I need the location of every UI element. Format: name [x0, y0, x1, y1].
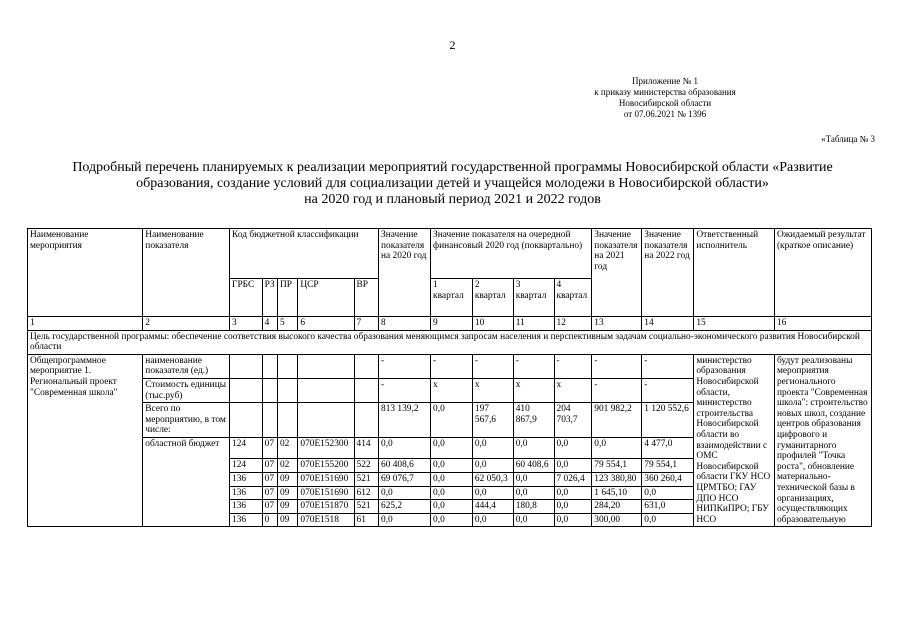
value-2020-cell: 625,2: [379, 500, 431, 514]
q3-cell: 410 867,9: [513, 403, 554, 438]
q1-cell: 0,0: [431, 459, 473, 473]
value-2021-cell: 901 982,2: [592, 403, 642, 438]
q2-cell: 444,4: [472, 500, 513, 514]
column-number: 8: [379, 317, 431, 331]
responsible-executor: министерство образования Новосибирской области, министерство строительства Новосибирской области во взаимодействии с ОМС Новосибирской области ГКУ НСО ЦРМТБО; ГАУ ДПО НСО НИПКиПРО; ГБУ НСО: [694, 354, 775, 527]
column-number: 9: [431, 317, 473, 331]
q4-cell: 7 026,4: [554, 472, 592, 486]
q2-cell: 0,0: [472, 459, 513, 473]
header-budget-code: Код бюджетной классификации: [230, 229, 379, 279]
column-number: 4: [262, 317, 277, 331]
document-title: [20, 160, 885, 208]
q3-cell: 0,0: [513, 437, 554, 458]
goal-row: [28, 330, 872, 354]
column-number: 12: [554, 317, 592, 331]
pr-cell: [277, 403, 297, 438]
header-q3: 3 квартал: [513, 279, 554, 317]
q4-cell: 0,0: [554, 513, 592, 527]
value-2021-cell: 1 645,10: [592, 486, 642, 500]
pr-cell: 09: [277, 513, 297, 527]
rz-cell: 07: [262, 472, 277, 486]
value-2022-cell: -: [642, 378, 694, 402]
grbs-cell: 124: [230, 437, 263, 458]
table-row: [28, 354, 872, 378]
q1-cell: -: [431, 354, 473, 378]
q1-cell: 0,0: [431, 472, 473, 486]
value-2021-cell: 284,20: [592, 500, 642, 514]
grbs-cell: [230, 403, 263, 438]
q2-cell: 62 050,3: [472, 472, 513, 486]
column-number: 14: [642, 317, 694, 331]
column-number: 10: [472, 317, 513, 331]
header-quarterly: Значение показателя на очередной финансовый 2020 год (поквартально): [431, 229, 592, 279]
indicator-cell: Стоимость единицы (тыс.руб): [143, 378, 230, 402]
program-goal: Цель государственной программы: обеспечение соответствия высокого качества образования меняющимся запросам населения и перспективным задачам социально-экономического развития Новосибирской области: [28, 330, 872, 354]
value-2021-cell: 300,00: [592, 513, 642, 527]
value-2022-cell: 0,0: [642, 513, 694, 527]
value-2020-cell: 813 139,2: [379, 403, 431, 438]
vr-cell: 521: [354, 500, 379, 514]
header-grbs: ГРБС: [230, 279, 263, 317]
title-line: на 2020 год и плановый период 2021 и 2022 годов: [304, 192, 601, 207]
indicator-cell: наименование показателя (ед.): [143, 354, 230, 378]
pr-cell: [277, 378, 297, 402]
q3-cell: 180,8: [513, 500, 554, 514]
vr-cell: [354, 403, 379, 438]
csr-cell: [298, 354, 354, 378]
q3-cell: 0,0: [513, 513, 554, 527]
q1-cell: 0,0: [431, 500, 473, 514]
grbs-cell: 136: [230, 500, 263, 514]
value-2022-cell: 1 120 552,6: [642, 403, 694, 438]
csr-cell: [298, 403, 354, 438]
header-indicator-name: Наименование показателя: [143, 229, 230, 317]
page-number: 2: [449, 38, 456, 52]
column-number: 5: [277, 317, 297, 331]
column-number: 7: [354, 317, 379, 331]
q1-cell: 0,0: [431, 403, 473, 438]
vr-cell: [354, 378, 379, 402]
q2-cell: 0,0: [472, 437, 513, 458]
q2-cell: 0,0: [472, 486, 513, 500]
pr-cell: 02: [277, 437, 297, 458]
value-2022-cell: 4 477,0: [642, 437, 694, 458]
rz-cell: [262, 403, 277, 438]
header-responsible: Ответственный исполнитель: [694, 229, 775, 317]
vr-cell: 414: [354, 437, 379, 458]
column-number: 13: [592, 317, 642, 331]
csr-cell: [298, 378, 354, 402]
header-q1: 1 квартал: [431, 279, 473, 317]
rz-cell: 0: [262, 513, 277, 527]
csr-cell: 070E155200: [298, 459, 354, 473]
q4-cell: 0,0: [554, 459, 592, 473]
value-2022-cell: 360 260,4: [642, 472, 694, 486]
q2-cell: -: [472, 354, 513, 378]
appendix-line: Приложение № 1: [632, 76, 698, 86]
q1-cell: 0,0: [431, 486, 473, 500]
column-number: 6: [298, 317, 354, 331]
value-2021-cell: 0,0: [592, 437, 642, 458]
value-2020-cell: -: [379, 354, 431, 378]
q4-cell: 0,0: [554, 500, 592, 514]
pr-cell: 09: [277, 500, 297, 514]
title-line: образования, создание условий для социализации детей и учащейся молодежи в Новосибирской области»: [136, 176, 769, 191]
q3-cell: 60 408,6: [513, 459, 554, 473]
header-q4: 4 квартал: [554, 279, 592, 317]
rz-cell: [262, 354, 277, 378]
grbs-cell: [230, 378, 263, 402]
value-2021-cell: 123 380,80: [592, 472, 642, 486]
q4-cell: x: [554, 378, 592, 402]
value-2020-cell: 69 076,7: [379, 472, 431, 486]
rz-cell: 07: [262, 459, 277, 473]
column-number: 3: [230, 317, 263, 331]
value-2020-cell: 60 408,6: [379, 459, 431, 473]
rz-cell: [262, 378, 277, 402]
header-pr: ПР: [277, 279, 297, 317]
header-value-2020: Значение показателя на 2020 год: [379, 229, 431, 317]
grbs-cell: 136: [230, 513, 263, 527]
appendix-block: [560, 76, 770, 120]
csr-cell: 070E151870: [298, 500, 354, 514]
appendix-line: от 07.06.2021 № 1396: [623, 109, 707, 119]
vr-cell: 521: [354, 472, 379, 486]
column-numbers-row: [28, 317, 872, 331]
value-2020-cell: 0,0: [379, 437, 431, 458]
value-2022-cell: 79 554,1: [642, 459, 694, 473]
vr-cell: 61: [354, 513, 379, 527]
grbs-cell: 124: [230, 459, 263, 473]
csr-cell: 070E1518: [298, 513, 354, 527]
rz-cell: 07: [262, 486, 277, 500]
q3-cell: -: [513, 354, 554, 378]
header-value-2021: Значение показателя на 2021 год: [592, 229, 642, 317]
header-csr: ЦСР: [298, 279, 354, 317]
column-number: 2: [143, 317, 230, 331]
q4-cell: -: [554, 354, 592, 378]
q2-cell: 197 567,6: [472, 403, 513, 438]
column-number: 11: [513, 317, 554, 331]
value-2020-cell: 0,0: [379, 513, 431, 527]
table-label: «Таблица № 3: [821, 134, 875, 144]
q3-cell: x: [513, 378, 554, 402]
pr-cell: 09: [277, 472, 297, 486]
grbs-cell: 136: [230, 486, 263, 500]
vr-cell: 612: [354, 486, 379, 500]
grbs-cell: 136: [230, 472, 263, 486]
page-crop-edge: [0, 606, 905, 640]
header-vr: ВР: [354, 279, 379, 317]
rz-cell: 07: [262, 500, 277, 514]
header-value-2022: Значение показателя на 2022 год: [642, 229, 694, 317]
q1-cell: 0,0: [431, 513, 473, 527]
csr-cell: 070E152300: [298, 437, 354, 458]
appendix-line: к приказу министерства образования: [594, 87, 736, 97]
column-number: 16: [774, 317, 871, 331]
q3-cell: 0,0: [513, 486, 554, 500]
value-2021-cell: -: [592, 354, 642, 378]
value-2022-cell: 631,0: [642, 500, 694, 514]
value-2020-cell: -: [379, 378, 431, 402]
value-2020-cell: 0,0: [379, 486, 431, 500]
header-expected-result: Ожидаемый результат (краткое описание): [774, 229, 871, 317]
events-table: [27, 228, 872, 527]
q2-cell: 0,0: [472, 513, 513, 527]
column-number: 1: [28, 317, 143, 331]
expected-result: будут реализованы мероприятия регионального проекта "Современная школа": строительство новых школ, создание центров образования цифрового и гуманитарного профилей "Точка роста", обновление материально-технической базы в организациях, осуществляющих образовательную: [774, 354, 871, 527]
q3-cell: 0,0: [513, 472, 554, 486]
q1-cell: 0,0: [431, 437, 473, 458]
grbs-cell: [230, 354, 263, 378]
event-name: Общепрограммное мероприятие 1. Региональный проект "Современная школа": [28, 354, 143, 527]
appendix-line: Новосибирской области: [618, 98, 712, 108]
pr-cell: [277, 354, 297, 378]
q4-cell: 0,0: [554, 437, 592, 458]
header-q2: 2 квартал: [472, 279, 513, 317]
q4-cell: 0,0: [554, 486, 592, 500]
value-2022-cell: -: [642, 354, 694, 378]
rz-cell: 07: [262, 437, 277, 458]
indicator-cell: Всего по мероприятию, в том числе:: [143, 403, 230, 438]
header-rz: РЗ: [262, 279, 277, 317]
value-2021-cell: 79 554,1: [592, 459, 642, 473]
vr-cell: 522: [354, 459, 379, 473]
pr-cell: 02: [277, 459, 297, 473]
title-line: Подробный перечень планируемых к реализации мероприятий государственной программы Новосибирской области «Развитие: [72, 160, 833, 175]
csr-cell: 070E151690: [298, 486, 354, 500]
vr-cell: [354, 354, 379, 378]
value-2022-cell: 0,0: [642, 486, 694, 500]
header-event-name: Наименование мероприятия: [28, 229, 143, 317]
pr-cell: 09: [277, 486, 297, 500]
q4-cell: 204 703,7: [554, 403, 592, 438]
q1-cell: x: [431, 378, 473, 402]
column-number: 15: [694, 317, 775, 331]
csr-cell: 070E151690: [298, 472, 354, 486]
value-2021-cell: -: [592, 378, 642, 402]
q2-cell: x: [472, 378, 513, 402]
indicator-cell: областной бюджет: [143, 437, 230, 526]
